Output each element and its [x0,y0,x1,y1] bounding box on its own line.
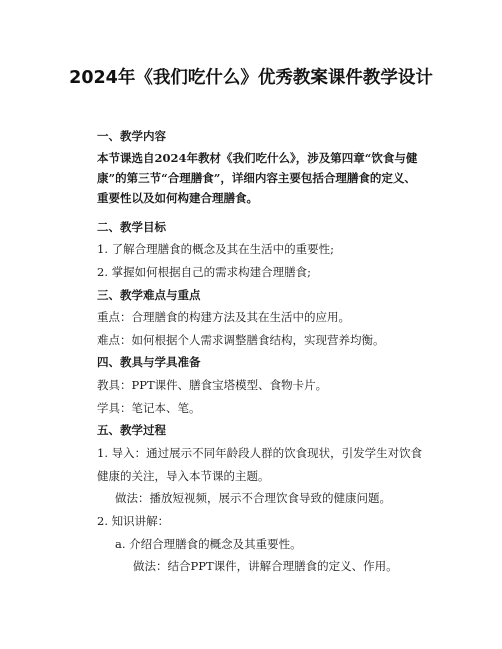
teacher-materials: 教具：PPT课件、膳食宝塔模型、食物卡片。 [97,378,328,392]
objective-item-2: 2. 掌握如何根据自己的需求构建合理膳食; [97,265,312,279]
objective-item-1: 1. 了解合理膳食的概念及其在生活中的重要性; [97,242,334,256]
process-step-1-method: 做法：播放短视频，展示不合理饮食导致的健康问题。 [115,491,391,505]
section-heading-key-points: 三、教学难点与重点 [97,288,201,302]
section-heading-content: 一、教学内容 [97,129,166,143]
process-step-1: 1. 导入：通过展示不同年龄段人群的饮食现状，引发学生对饮食健康的关注，导入本节课的主题。 [97,446,423,483]
key-point-item: 重点：合理膳食的构建方法及其在生活中的应用。 [97,310,350,324]
section-heading-objectives: 二、教学目标 [97,220,166,234]
process-step-2: 2. 知识讲解： [97,514,170,528]
difficulty-item: 难点：如何根据个人需求调整膳食结构，实现营养均衡。 [97,333,385,347]
section-heading-materials: 四、教具与学具准备 [97,355,201,369]
student-materials: 学具：笔记本、笔。 [97,401,201,415]
section-heading-process: 五、教学过程 [97,423,166,437]
process-step-2a-method: 做法：结合PPT课件，讲解合理膳食的定义、作用。 [133,559,398,573]
content-paragraph: 本节课选自2024年教材《我们吃什么》，涉及第四章“饮食与健康”的第三节“合理膳食”，详细内容主要包括合理膳食的定义、重要性以及如何构建合理膳食。 [97,151,418,205]
document-title: 2024年《我们吃什么》优秀教案课件教学设计 [69,68,433,88]
process-step-2a: a. 介绍合理膳食的概念及其重要性。 [115,537,302,551]
